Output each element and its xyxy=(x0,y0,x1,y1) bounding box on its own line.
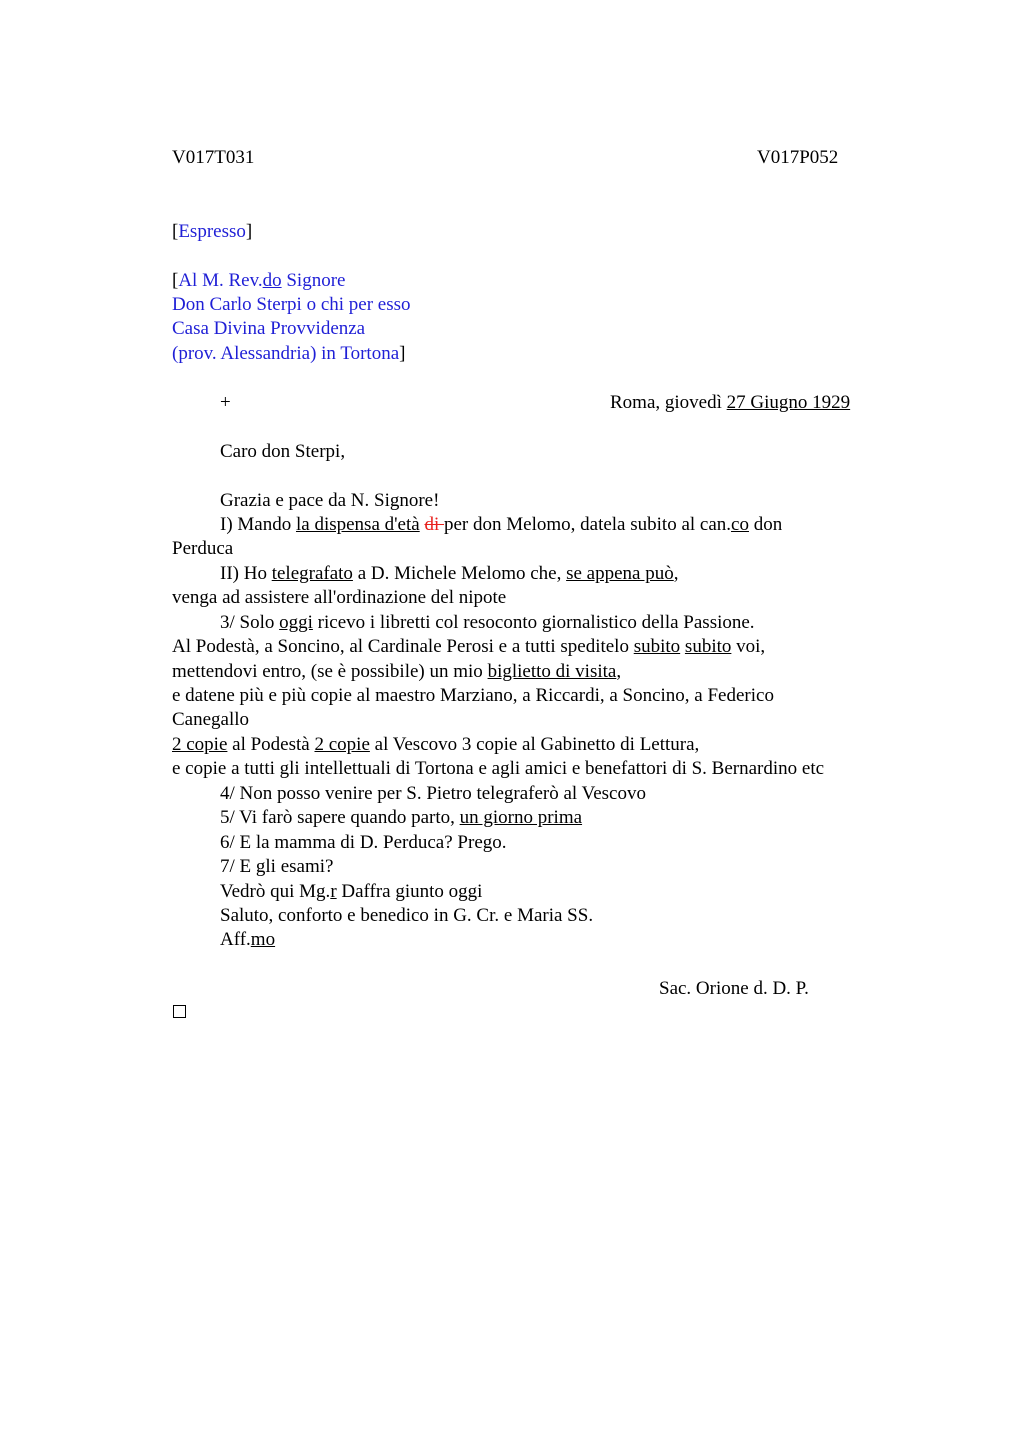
text-run: al Podestà xyxy=(227,734,315,755)
text-run: , xyxy=(616,661,622,682)
text-run: II) Ho xyxy=(220,563,272,584)
text-run: 5/ Vi farò sapere quando parto, xyxy=(220,807,460,828)
closing-line-1: Saluto, conforto e benedico in G. Cr. e Maria SS. xyxy=(220,905,594,926)
address-abbrev: do xyxy=(262,270,282,291)
text-run: mettendovi entro, (se è possibile) un mio xyxy=(172,661,488,682)
bracket-open: [ xyxy=(172,221,179,242)
text-run: , xyxy=(673,563,679,584)
bracket-open: [ xyxy=(172,270,179,291)
underlined-run: un giorno prima xyxy=(459,807,583,828)
underlined-run: se appena può xyxy=(566,563,674,584)
signature: Sac. Orione d. D. P. xyxy=(659,978,809,999)
underlined-run: subito xyxy=(684,636,732,657)
text-run: Vedrò qui Mg. xyxy=(220,881,331,902)
text-run: Al Podestà, a Soncino, al Cardinale Perosi e a tutti speditelo xyxy=(172,636,634,657)
text-run: a D. Michele Melomo che, xyxy=(352,563,567,584)
paragraph-3-line-7: e copie a tutti gli intellettuali di Tortona e agli amici e benefattori di S. Bernardino etc xyxy=(172,758,825,779)
underlined-run: r xyxy=(330,881,337,902)
text-run: al Vescovo 3 copie al Gabinetto di Lettura, xyxy=(369,734,700,755)
paragraph-3-line-4: e datene più e più copie al maestro Marziano, a Riccardi, a Soncino, a Federico xyxy=(172,685,774,706)
paragraph-1 xyxy=(220,513,782,537)
place-text: Roma, giovedì xyxy=(610,392,727,413)
empty-box-symbol xyxy=(173,1005,186,1018)
address-line-1 xyxy=(172,269,345,293)
text-run: 3/ Solo xyxy=(220,612,280,633)
paragraph-2 xyxy=(220,562,678,586)
paragraph-3-line-3 xyxy=(172,660,621,684)
greeting: Caro don Sterpi, xyxy=(220,441,346,462)
text-run: don xyxy=(748,514,783,535)
text-run: Daffra giunto oggi xyxy=(336,881,483,902)
document-code-right: V017P052 xyxy=(757,147,839,168)
text-run: ricevo i libretti col resoconto giornalistico della Passione. xyxy=(312,612,755,633)
address-text: Al M. Rev. xyxy=(178,270,263,291)
closing-line-2 xyxy=(220,928,275,952)
place-date xyxy=(610,391,850,415)
paragraph-6: 6/ E la mamma di D. Perduca? Prego. xyxy=(220,832,507,853)
address-line-4 xyxy=(172,342,405,366)
paragraph-7: 7/ E gli esami? xyxy=(220,856,334,877)
date-text: 27 Giugno 1929 xyxy=(726,392,851,413)
text-run: I) Mando xyxy=(220,514,296,535)
bracket-close: ] xyxy=(399,343,406,364)
address-text: (prov. Alessandria) in Tortona xyxy=(172,343,400,364)
address-line-3: Casa Divina Provvidenza xyxy=(172,318,366,339)
paragraph-3-line-6 xyxy=(172,733,699,757)
cross-symbol: + xyxy=(220,392,231,413)
underlined-run: la dispensa d'età xyxy=(295,514,420,535)
underlined-run: oggi xyxy=(279,612,313,633)
paragraph-5 xyxy=(220,806,582,830)
salutation: Grazia e pace da N. Signore! xyxy=(220,490,440,511)
text-run: Aff. xyxy=(220,929,251,950)
paragraph-3 xyxy=(220,611,755,635)
delivery-type xyxy=(172,220,252,244)
underlined-run: subito xyxy=(633,636,681,657)
paragraph-2-continued: venga ad assistere all'ordinazione del nipote xyxy=(172,587,507,608)
delivery-type-text: Espresso xyxy=(178,221,246,242)
paragraph-8 xyxy=(220,880,482,904)
paragraph-3-line-2 xyxy=(172,635,765,659)
paragraph-1-continued: Perduca xyxy=(172,538,234,559)
underlined-run: co xyxy=(731,514,749,535)
underlined-run: 2 copie xyxy=(314,734,370,755)
text-run: voi, xyxy=(731,636,766,657)
bracket-close: ] xyxy=(245,221,253,242)
paragraph-3-line-5: Canegallo xyxy=(172,709,250,730)
document-code-left: V017T031 xyxy=(172,147,255,168)
address-text: Signore xyxy=(281,270,346,291)
underlined-run: biglietto di visita xyxy=(487,661,617,682)
underlined-run: 2 copie xyxy=(172,734,228,755)
underlined-run: mo xyxy=(250,929,276,950)
deleted-run: di xyxy=(424,514,444,535)
paragraph-4: 4/ Non posso venire per S. Pietro telegraferò al Vescovo xyxy=(220,783,646,804)
text-run: per don Melomo, datela subito al can. xyxy=(443,514,732,535)
address-line-2: Don Carlo Sterpi o chi per esso xyxy=(172,294,411,315)
underlined-run: telegrafato xyxy=(271,563,353,584)
